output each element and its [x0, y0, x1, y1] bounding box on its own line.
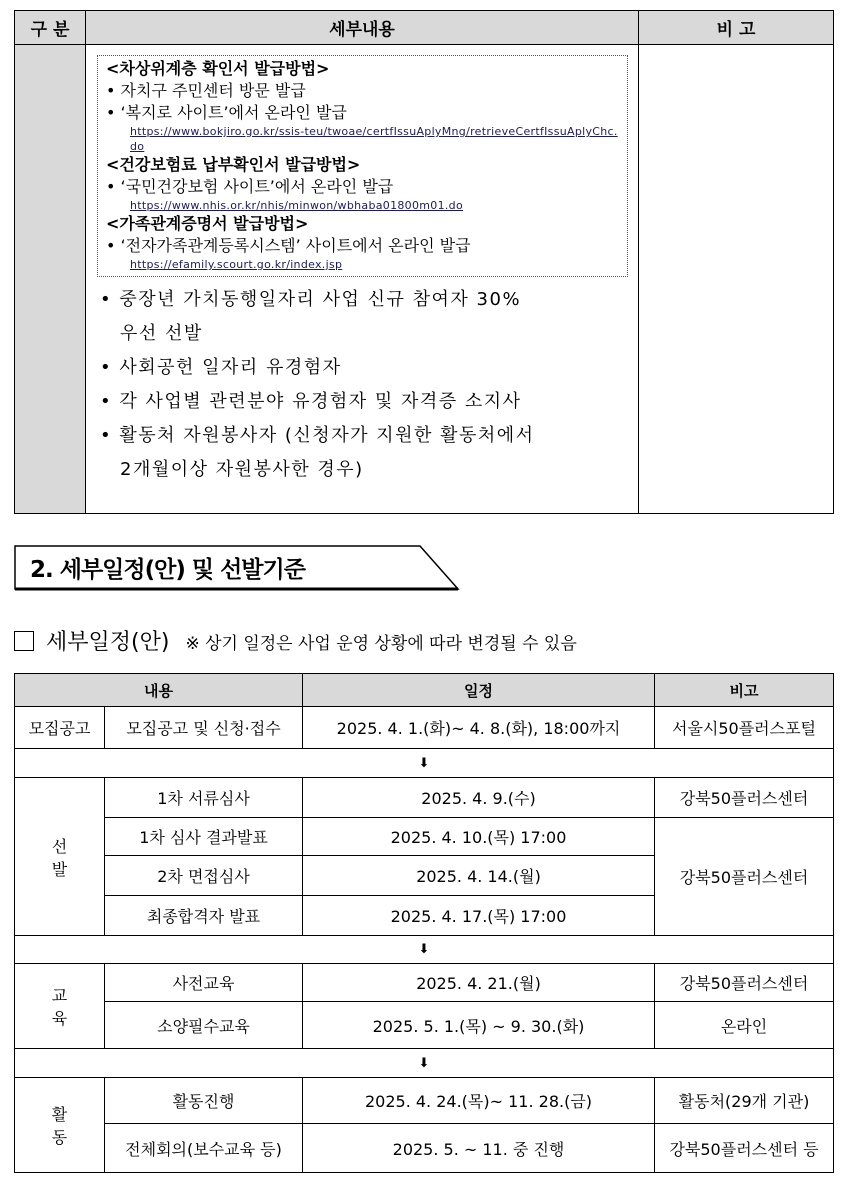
table-row: 선발 1차 서류심사 2025. 4. 9.(수) 강북50플러스센터	[15, 778, 834, 818]
subsection-heading: 세부일정(안) ※ 상기 일정은 사업 운영 상황에 따라 변경될 수 있음	[14, 625, 577, 656]
guide-bullet: • ‘전자가족관계등록시스템’ 사이트에서 온라인 발급	[106, 236, 471, 255]
guide-heading: <가족관계증명서 발급방법>	[106, 214, 309, 233]
criteria-item: • 사회공헌 일자리 유경험자	[100, 357, 342, 378]
guide-heading: <차상위계층 확인서 발급방법>	[106, 59, 330, 78]
square-bullet-icon	[14, 631, 34, 651]
table-row: 활동 활동진행 2025. 4. 24.(목)~ 11. 28.(금) 활동처(29개 기관)	[15, 1078, 834, 1124]
header-remarks: 비고	[655, 674, 834, 707]
table-row: 교육 사전교육 2025. 4. 21.(월) 강북50플러스센터	[15, 964, 834, 1002]
remarks-cell	[639, 45, 834, 514]
table-row: 2차 면접심사 2025. 4. 14.(월)	[15, 856, 834, 896]
criteria-list: • 중장년 가치동행일자리 사업 신규 참여자 30% 우선 선발 • 사회공헌 일자리 유경험자 • 각 사업별 관련분야 유경험자 및 자격증 소지사 • 활동처 자원봉사자 (신청자가 지원한 활동처에서 2개월이상 자원봉사한 경우)	[100, 283, 630, 487]
down-arrow-icon: ⬇	[15, 936, 834, 964]
guide-heading: <건강보험료 납부확인서 발급방법>	[106, 155, 361, 174]
table-row: 최종합격자 발표 2025. 4. 17.(목) 17:00	[15, 896, 834, 936]
table-row: 모집공고 모집공고 및 신청·접수 2025. 4. 1.(화)~ 4. 8.(화), 18:00까지 서울시50플러스포털	[15, 707, 834, 749]
table-row: 소양필수교육 2025. 5. 1.(목) ~ 9. 30.(화) 온라인	[15, 1002, 834, 1049]
schedule-table	[14, 673, 834, 1173]
category-cell	[15, 45, 86, 514]
guide-bullet: • 자치구 주민센터 방문 발급	[106, 81, 306, 100]
section-heading: 2. 세부일정(안) 및 선발기준	[14, 545, 454, 589]
details-cell	[86, 45, 639, 514]
guide-bullet: • ‘국민건강보험 사이트’에서 온라인 발급	[106, 177, 394, 196]
header-schedule: 일정	[303, 674, 655, 707]
schedule-note: ※ 상기 일정은 사업 운영 상황에 따라 변경될 수 있음	[185, 634, 577, 654]
header-content: 내용	[15, 674, 303, 707]
header-details: 세부내용	[86, 11, 639, 45]
criteria-item: • 중장년 가치동행일자리 사업 신규 참여자 30%	[100, 289, 522, 310]
eligibility-table	[14, 10, 834, 514]
header-remarks: 비 고	[639, 11, 834, 45]
document-guide-box	[97, 55, 628, 277]
table-row: 1차 심사 결과발표 2025. 4. 10.(목) 17:00 강북50플러스센터	[15, 818, 834, 856]
table-row: 전체회의(보수교육 등) 2025. 5. ~ 11. 중 진행 강북50플러스센터 등	[15, 1124, 834, 1173]
bokjiro-link[interactable]: https://www.bokjiro.go.kr/ssis-teu/twoae/certfIssuAplyMng/retrieveCertfIssuAplyChc.do	[130, 125, 618, 153]
efamily-link[interactable]: https://efamily.scourt.go.kr/index.jsp	[130, 258, 343, 271]
header-category: 구 분	[15, 11, 86, 45]
down-arrow-icon: ⬇	[15, 1049, 834, 1078]
criteria-item: • 각 사업별 관련분야 유경험자 및 자격증 소지사	[100, 391, 522, 412]
criteria-item: • 활동처 자원봉사자 (신청자가 지원한 활동처에서	[100, 425, 535, 446]
guide-bullet: • ‘복지로 사이트’에서 온라인 발급	[106, 103, 347, 122]
nhis-link[interactable]: https://www.nhis.or.kr/nhis/minwon/wbhaba01800m01.do	[130, 199, 463, 212]
down-arrow-icon: ⬇	[15, 749, 834, 778]
